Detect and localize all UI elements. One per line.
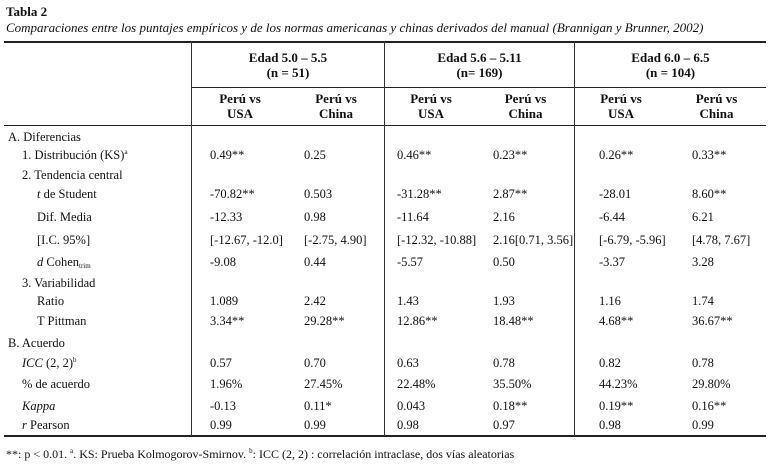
group-header-2 (385, 50, 574, 80)
column-header: Perú vs USA (600, 91, 642, 121)
group-rule (191, 87, 766, 88)
table-cell: 3.28 (692, 255, 714, 269)
table-cell: 44.23% (599, 377, 638, 391)
row-label: ICC (2, 2)$^b$ (22, 356, 77, 370)
column-header: Perú vs USA (219, 91, 261, 121)
row-label: [I.C. 95%] (37, 233, 91, 247)
table-cell: 0.57 (210, 356, 232, 370)
table-cell: 0.78 (493, 356, 515, 370)
column-header: Perú vs USA (410, 91, 452, 121)
table-cell: -5.57 (397, 255, 424, 269)
table-cell: 0.11* (304, 399, 332, 413)
table-cell: 0.97 (493, 418, 515, 432)
table-cell: 6.21 (692, 210, 714, 224)
table-cell: -11.64 (397, 210, 429, 224)
table-cell: -6.44 (599, 210, 626, 224)
table-cell: 27.45% (304, 377, 343, 391)
table-cell: 0.26** (599, 148, 634, 162)
table-cell: -3.37 (599, 255, 626, 269)
row-label: 2. Tendencia central (22, 168, 123, 182)
table-subtitle: Comparaciones entre los puntajes empíricos y de los normas americanas y chinas derivados del manual (Brannigan y Brunner, 2002) (6, 20, 704, 35)
group-header-1 (192, 50, 384, 80)
table-cell: 0.25 (304, 148, 326, 162)
row-label: 1. Distribución (KS)$^a$ (22, 148, 128, 162)
row-label: d Cohen$_{trim}$ (37, 255, 91, 270)
table-cell: 0.19** (599, 399, 634, 413)
table-cell: -70.82** (210, 187, 255, 201)
group-label: Edad 6.0 – 6.5 (631, 50, 710, 65)
table-cell: [-6.79, -5.96] (599, 233, 666, 247)
table-cell: [4.78, 7.67] (692, 233, 751, 247)
table-cell: 1.16 (599, 294, 621, 308)
table-cell: 22.48% (397, 377, 436, 391)
table-cell: 0.99 (304, 418, 326, 432)
table-cell: 0.98 (304, 210, 326, 224)
table-cell: -0.13 (210, 399, 237, 413)
table-cell: [-12.67, -12.0] (210, 233, 283, 247)
table-cell: -28.01 (599, 187, 632, 201)
row-label: % de acuerdo (22, 377, 91, 391)
table-cell: 0.043 (397, 399, 426, 413)
footnote: **: p < 0.01. $^a$. KS: Prueba Kolmogorov-Smirnov. $^b$: ICC (2, 2) : correlación intraclase, dos vías aleatorias (6, 447, 515, 461)
table-cell: 12.86** (397, 314, 438, 328)
table-cell: 18.48** (493, 314, 534, 328)
table-cell: 36.67** (692, 314, 733, 328)
table-title: Tabla 2 (6, 4, 48, 19)
column-header: Perú vs China (315, 91, 357, 121)
table-cell: -12.33 (210, 210, 243, 224)
row-label: 3. Variabilidad (22, 276, 96, 290)
table-cell: 0.70 (304, 356, 326, 370)
table-cell: -31.28** (397, 187, 442, 201)
table-cell: 0.49** (210, 148, 245, 162)
table-cell: 2.87** (493, 187, 528, 201)
group-n: (n = 51) (266, 65, 310, 80)
table-cell: 0.63 (397, 356, 419, 370)
table-cell: 0.503 (304, 187, 333, 201)
table-cell: 0.99 (692, 418, 714, 432)
table-cell: 0.50 (493, 255, 515, 269)
table-cell: 8.60** (692, 187, 727, 201)
column-header: Perú vs China (695, 91, 738, 121)
table-cell: 0.44 (304, 255, 326, 269)
group-n: (n= 169) (456, 65, 503, 80)
table-cell: 0.78 (692, 356, 714, 370)
table-cell: [-2.75, 4.90] (304, 233, 367, 247)
row-label: t de Student (37, 187, 97, 201)
table-cell: -9.08 (210, 255, 237, 269)
table-cell: [-12.32, -10.88] (397, 233, 477, 247)
table-cell: 4.68** (599, 314, 634, 328)
table-cell: 0.99 (210, 418, 232, 432)
table-cell: 1.43 (397, 294, 419, 308)
column-header: Perú vs China (504, 91, 547, 121)
table-cell: 2.42 (304, 294, 326, 308)
table-cell: 0.16** (692, 399, 727, 413)
table-cell: 3.34** (210, 314, 245, 328)
table-cell: 0.46** (397, 148, 432, 162)
bottom-rule (4, 435, 766, 437)
row-label: B. Acuerdo (8, 336, 65, 350)
table-cell: 1.93 (493, 294, 515, 308)
table-cell: 35.50% (493, 377, 532, 391)
table-cell: 29.28** (304, 314, 345, 328)
row-label: r Pearson (22, 418, 70, 432)
row-label: Dif. Media (37, 210, 92, 224)
table-cell: 1.96% (210, 377, 243, 391)
table-cell: 0.82 (599, 356, 621, 370)
top-rule (4, 41, 766, 43)
table-cell: 0.98 (599, 418, 621, 432)
row-label: T Pittman (37, 314, 87, 328)
row-label: Kappa (22, 399, 56, 413)
table-cell: 2.16[0.71, 3.56] (493, 233, 574, 247)
group-n: (n = 104) (645, 65, 696, 80)
table-cell: 29.80% (692, 377, 731, 391)
row-label: A. Diferencias (8, 130, 81, 144)
row-label: Ratio (37, 294, 65, 308)
group-header-3 (575, 50, 766, 80)
table-cell: 1.74 (692, 294, 714, 308)
table-cell: 2.16 (493, 210, 515, 224)
table-cell: 0.23** (493, 148, 528, 162)
table-cell: 1.089 (210, 294, 239, 308)
table-cell: 0.33** (692, 148, 727, 162)
group-label: Edad 5.0 – 5.5 (248, 50, 328, 65)
group-label: Edad 5.6 – 5.11 (437, 50, 522, 65)
table-cell: 0.98 (397, 418, 419, 432)
header-rule (4, 125, 766, 126)
table-cell: 0.18** (493, 399, 528, 413)
